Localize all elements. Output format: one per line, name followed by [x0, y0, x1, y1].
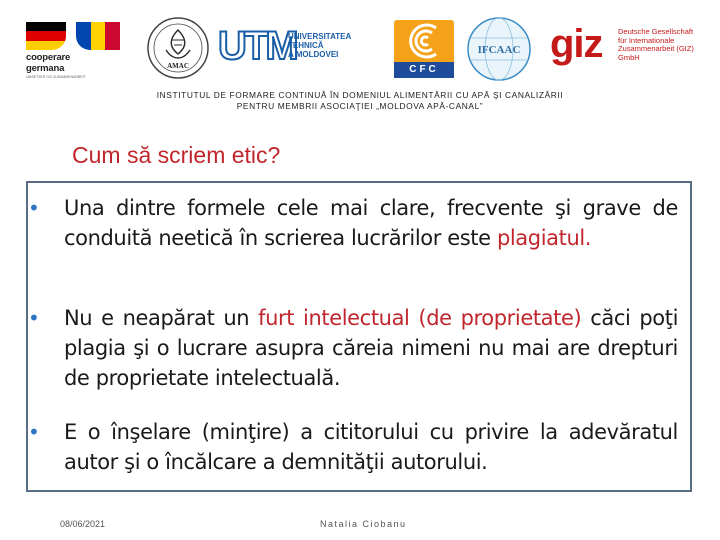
giz-letters: giz	[550, 22, 603, 66]
moldovan-flag-icon	[76, 22, 120, 50]
cooperare-germana-logo	[18, 22, 130, 78]
cfc-label: CFC	[394, 62, 454, 78]
footer-author: Natalia Ciobanu	[320, 519, 407, 529]
footer-date: 08/06/2021	[60, 519, 106, 529]
giz-logo	[550, 24, 710, 74]
bullet-dot-icon: •	[28, 420, 40, 444]
svg-text:IFCAAC: IFCAAC	[477, 44, 521, 56]
utm-line1: UNIVERSITATEA TEHNICĂ	[288, 32, 351, 50]
german-flag-icon	[26, 22, 66, 50]
ifcaac-globe-icon	[466, 16, 532, 82]
svg-text:AMAC: AMAC	[167, 62, 189, 70]
cfc-emblem-icon	[394, 20, 454, 62]
institute-line2: PENTRU MEMBRII ASOCIAŢIEI „MOLDOVA APĂ-CANAL”	[236, 100, 484, 111]
amac-seal-logo	[146, 16, 210, 80]
germana-logo-line3: UMSETZER GIZ ZUSAMMENARBEIT	[26, 75, 86, 79]
utm-line2: A MOLDOVEI	[288, 50, 339, 59]
bullet-dot-icon: •	[28, 196, 40, 220]
utm-logo	[218, 24, 378, 72]
germana-logo-line2: germana	[26, 63, 65, 74]
cfc-logo	[394, 20, 454, 78]
amac-seal-icon	[146, 16, 210, 80]
germana-logo-line1: cooperare	[26, 52, 71, 63]
bullet-item-1: • Una dintre formele cele mai clare, frecvente şi grave de conduită neetică în scrierea lucrărilor este plagiatul.	[34, 193, 678, 253]
bullet-item-2: • Nu e neapărat un furt intelectual (de proprietate) căci poţi plagia şi o lucrare asupra căreia nimeni nu mai are drepturi de proprietate intelectuală.	[34, 303, 678, 393]
slide-title: Cum să scriem etic?	[72, 142, 281, 168]
utm-letters: UTM	[218, 24, 296, 68]
giz-text: Deutsche Gesellschaft für Internationale Zusammenarbeit (GIZ) GmbH	[618, 27, 694, 62]
logo-bar	[0, 8, 720, 82]
highlight-plagiatul: plagiatul.	[496, 226, 592, 250]
bullet-item-3: • E o înşelare (minţire) a cititorului cu privire la adevăratul autor şi o încălcare a demnităţii autorului.	[34, 417, 678, 477]
institute-header	[0, 90, 720, 111]
ifcaac-logo	[466, 16, 532, 82]
bullet-dot-icon: •	[28, 306, 40, 330]
institute-line1: INSTITUTUL DE FORMARE CONTINUĂ ÎN DOMENIUL ALIMENTĂRII CU APĂ ŞI CANALIZĂRII	[156, 90, 564, 100]
highlight-furt-intelectual: furt intelectual (de proprietate)	[258, 306, 582, 330]
